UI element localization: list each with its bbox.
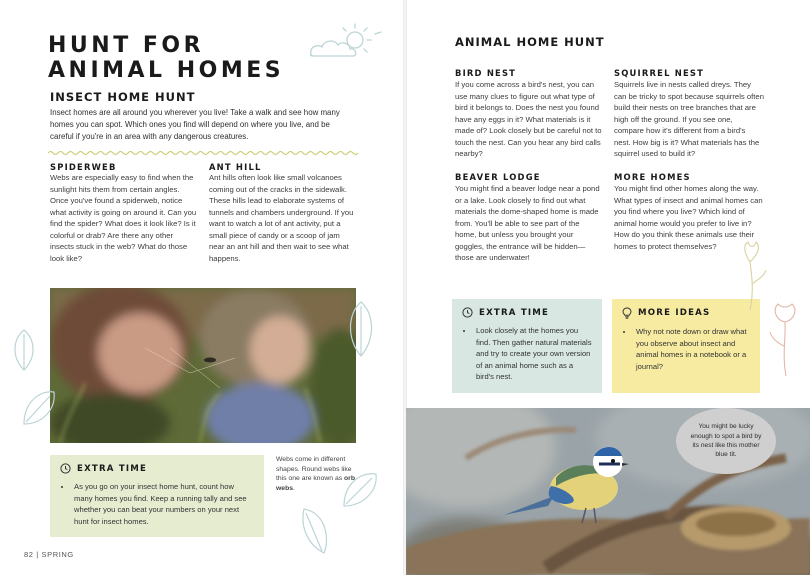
caption-bold-term: orb webs (276, 475, 355, 492)
bird-nest-paragraph (455, 79, 603, 160)
extra-time-box-right (452, 299, 602, 393)
intro-text: Insect homes are all around you wherever you live! Take a walk and see how many homes you can spot. Which ones you find will depend on where you live, and be careful if you're in an area with any dangerous creatures. (50, 108, 340, 141)
web-caption: Webs come in different shapes. Round webs like this one are known as orb webs. (276, 456, 355, 492)
more-homes-heading: MORE HOMES (614, 172, 691, 182)
beaver-lodge-paragraph (455, 183, 603, 264)
page-number: 82 (24, 550, 34, 559)
extra-time-heading: EXTRA TIME (479, 307, 550, 318)
spiderweb-paragraph (50, 172, 198, 264)
leaf-doodle (298, 505, 332, 557)
extra-time-list (60, 481, 254, 527)
spiderweb-text: Webs are especially easy to find when the sunlight hits them from certain angles. Once you've found a spiderweb, notice what activity is going on around it. Can you find the spider? What does it look like? Is it colorful or drab? Are there any other insects stuck in the web? What do those look like? (50, 173, 197, 263)
squirrel-nest-paragraph (614, 79, 764, 160)
clock-icon (462, 307, 473, 318)
bird-nest-text: If you come across a bird's nest, you can use many clues to figure out what type of bird it belongs to. Does the nest you found have any eggs in it? What materials is it made of? Look closely but be careful not to touch the nest. Can you hear any bird calls nearby? (455, 80, 602, 158)
more-ideas-heading: MORE IDEAS (638, 308, 711, 318)
ant-hill-text: Ant hills often look like small volcanoes coming out of the cracks in the sidewalk. These hills lead to elaborate systems of tunnels and chambers underground. If you want to watch a lot of ant activity, put a small piece of candy or a scoop of jam near an ant hill and then wait to see what happens. (209, 173, 354, 263)
ant-hill-paragraph (209, 172, 357, 264)
lightbulb-icon (622, 307, 632, 319)
extra-time-list (462, 325, 592, 383)
ant-hill-heading: ANT HILL (209, 162, 262, 172)
wavy-divider (48, 150, 358, 156)
more-ideas-list (622, 326, 750, 372)
leaf-doodle (345, 300, 377, 358)
extra-time-bullet: • Look closely at the homes you find. Then gather natural materials and try to create your own version of an animal home such as a bird's nest. (474, 325, 592, 383)
photo-caption-bubble (676, 408, 776, 474)
clock-icon (60, 463, 71, 474)
beaver-lodge-heading: BEAVER LODGE (455, 172, 541, 182)
page-footer: 82 | SPRING (24, 550, 74, 559)
beaver-lodge-text: You might find a beaver lodge near a pond or a lake. Look closely to find out what materials the dome-shaped home is made from. You'll be able to see part of the home, but unless you brought your goggles, the entrance will be hidden—those are underwater! (455, 184, 600, 262)
more-ideas-box (612, 299, 760, 393)
intro-paragraph (50, 107, 355, 142)
squirrel-nest-heading: SQUIRREL NEST (614, 68, 705, 78)
flower-doodle (762, 298, 808, 378)
page-title: HUNT FOR ANIMAL HOMES (48, 33, 285, 83)
section-name: SPRING (41, 550, 74, 559)
children-looking-at-web-photo (50, 288, 356, 443)
bird-nest-heading: BIRD NEST (455, 68, 517, 78)
leaf-doodle (20, 388, 58, 428)
extra-time-heading: EXTRA TIME (77, 463, 148, 474)
bubble-caption-text: You might be lucky enough to spot a bird by its nest like this mother blue tit. (690, 423, 762, 459)
section-title-insect-home-hunt: INSECT HOME HUNT (50, 90, 196, 104)
leaf-doodle (10, 328, 38, 372)
section-title-animal-home-hunt: ANIMAL HOME HUNT (455, 35, 605, 49)
more-ideas-bullet: • Why not note down or draw what you observe about insect and animal homes in a notebook or a journal? (634, 326, 750, 372)
spiderweb-heading: SPIDERWEB (50, 162, 117, 172)
cloud-sun-doodle (305, 20, 387, 64)
extra-time-bullet: • As you go on your insect home hunt, count how many homes you find. Keep a running tally and see whether you can beat your numbers on your next hunt for insect homes. (72, 481, 254, 527)
squirrel-nest-text: Squirrels live in nests called dreys. They can be tricky to spot because squirrels often build their nests on tree branches that are high off the ground. If you see one, compare how it's different from a bird's nest. How big is it? What materials has the squirrel used to build it? (614, 80, 764, 158)
more-homes-text: You might find other homes along the way. What types of insect and animal homes can you find where you live? Which kind of animal home would you prefer to live in? How do you think these animals use their homes to protect themselves? (614, 184, 763, 251)
extra-time-box-left (50, 455, 264, 537)
